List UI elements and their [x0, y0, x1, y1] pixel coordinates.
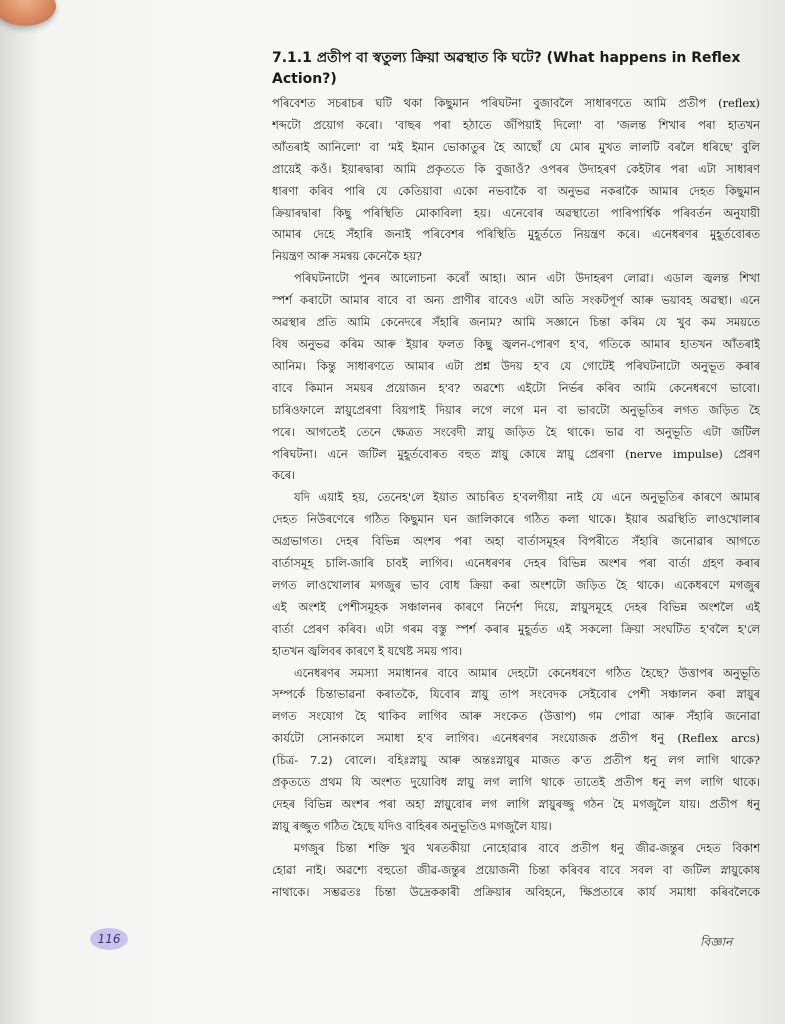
- thumb-photo-artifact: [0, 0, 56, 26]
- section-heading: 7.1.1 প্ৰতীপ বা স্বতুল্য ক্ৰিয়া অৱস্থাত কি ঘটে? (What happens in Reflex Action?): [272, 50, 741, 87]
- text-line: দেহৰ বিভিন্ন অংশৰ পৰা অহা স্নায়ুবোৰ লগ লাগি স্নায়ুৰজ্জু গঠন হৈ মগজুলৈ যায়। প্ৰতীপ ধনু: [272, 797, 760, 811]
- text-line: মগজুৰ চিন্তা শক্তি খুব খৰতকীয়া নোহোৱাৰ বাবে প্ৰতীপ ধনু জীৱ-জন্তুৰ দেহত বিকাশ: [294, 840, 760, 855]
- text-line: লগত লাওখোলাৰ মগজুৰ ভাব বোধ ক্ৰিয়া কৰা অংশটো জড়িত হৈ থাকে। একেধৰণে মগজুৰ: [272, 577, 760, 592]
- text-line: দেহত নিউৰণেৰে গঠিত কিছুমান ঘন জালিকাৰে গঠিত কলা থাকে। ইয়াৰ অৱস্থিতি লাওখোলাৰ: [272, 512, 760, 527]
- text-line: প্ৰায়েই কওঁ। ইয়াৰদ্বাৰা আমি প্ৰকৃততে কি বুজাওঁ? ওপৰৰ উদাহৰণ কেইটাৰ পৰা এটা সাধাৰণ: [272, 161, 760, 176]
- text-line: প্ৰকৃততে প্ৰথম যি অংশত দুয়োবিধ স্নায়ু লগ লাগি থাকে তাতেই প্ৰতীপ ধনু লগ লাগি থাকে।: [272, 775, 760, 790]
- paragraph-2: [272, 268, 760, 487]
- text-line: অৱস্থাৰ প্ৰতি আমি কেনেদৰে সঁহাৰি জনাম? আমি সজ্ঞানে চিন্তা কৰিম যে খুব কম সময়তে: [272, 315, 760, 330]
- text-line: স্নায়ু ৰজ্জুত গঠিত হৈছে যদিও বাহিৰৰ অনুভূতিও মগজুলৈ যায়।: [272, 818, 552, 833]
- text-line: কৰে।: [272, 468, 296, 483]
- text-line: বাৰ্তা প্ৰেৰণ কৰিব। এটা গৰম বস্তু স্পৰ্শ কৰাৰ মুহূৰ্তত এই সকলো ক্ৰিয়া সংঘটিত হ'বলৈ হ'লে: [272, 621, 760, 636]
- text-line: পৰিবেশত সচৰাচৰ ঘটি থকা কিছুমান পৰিঘটনা বুজাবলৈ সাধাৰণতে আমি প্ৰতীপ (reflex): [272, 96, 760, 110]
- text-line: (চিত্ৰ- 7.2) বোলে। বহিঃস্নায়ু আৰু অন্তঃস্নায়ুৰ মাজত ক'ত প্ৰতীপ ধনু লগ লাগি থাকে?: [272, 753, 760, 768]
- text-line: পৰে। আগতেই তেনে ক্ষেত্ৰত সংবেদী স্নায়ু জড়িত হৈ থাকে। ভাৱ বা অনুভূতি এটা জটিল: [272, 424, 760, 439]
- paragraph-3: [272, 487, 760, 662]
- paragraph-5: [272, 838, 760, 904]
- text-line: এই অংশই পেশীসমূহক সঞ্চালনৰ কাৰণে নিৰ্দেশ দিয়ে, স্নায়ুসমূহে দেহৰ বিভিন্ন অংশলৈ এই: [272, 599, 760, 614]
- text-line: বাবে কিমান সময়ৰ প্ৰয়োজন হ'ব? অৱশ্যে এইটো নিৰ্ভৰ কৰিব আমি কেনেধৰণে ভাবো।: [272, 380, 760, 395]
- text-line: পৰিঘটনা। এনে জটিল মুহূৰ্তবোৰত বহুত স্নায়ু কোষে স্নায়ু প্ৰেৰণা (nerve impulse) প্ৰেৰণ: [272, 446, 760, 461]
- text-line: ক্ৰিয়াৰদ্বাৰা কিছু পৰিস্থিতি মোকাবিলা হয়। এনেবোৰ অৱস্থাতো পাৰিপাৰ্শ্বিক পৰিবৰ্তন অনুযায়ী: [272, 205, 760, 220]
- page-number: 116: [90, 928, 128, 950]
- text-line: যদি এয়াই হয়, তেনেহ'লে ইয়াত আচৰিত হ'বলগীয়া নাই যে এনে অনুভূতিৰ কাৰণে আমাৰ: [294, 490, 760, 505]
- text-line: স্পৰ্শ কৰাটো আমাৰ বাবে বা অন্য প্ৰাণীৰ বাবেও এটা অতি সংকটপূৰ্ণ আৰু ভয়াবহ অৱস্থা। এনে: [272, 293, 760, 308]
- footer-subject: বিজ্ঞান: [700, 935, 733, 949]
- text-line: হোৱা নাই। অৱশ্যে বহুতো জীৱ-জন্তুৰ প্ৰয়োজনী চিন্তা কৰিবৰ বাবে সবল বা জটিল স্নায়ুকোষ: [272, 862, 760, 877]
- text-line: শব্দটো প্ৰয়োগ কৰো। 'বাছৰ পৰা হঠাতে জঁপিয়াই দিলো' বা 'জলন্ত শিখাৰ পৰা হাতখন: [272, 117, 760, 132]
- text-line: ধাৰণা কৰিব পাৰি যে কেতিয়াবা একো নভবাকৈ বা অনুভৱ নকৰাকৈ আমাৰ দেহত কিছুমান: [272, 183, 760, 198]
- text-line: সম্পৰ্কে চিন্তাভাৱনা কৰাতকৈ, যিবোৰ স্নায়ু তাপ সংবেদক সেইবোৰ পেশী সঞ্চালন কৰা স্নায়ুৰ: [272, 687, 760, 702]
- text-line: লগত সংযোগ হৈ থাকিব লাগিব আৰু সংকেত (উত্তাপ) গম পোৱা আৰু সঁহাৰি জনোৱা: [272, 709, 760, 724]
- text-line: আমাৰ দেহে সঁহাৰি জনাই পৰিবেশৰ পৰিস্থিতি মুহূৰ্ততে নিয়ন্ত্ৰণ কৰে। এনেধৰণৰ মুহূৰ্তবোৰত: [272, 227, 760, 242]
- text-line: কাৰ্যটো সোনকালে সমাধা হ'ব লাগিব। এনেধৰণৰ সংযোজক প্ৰতীপ ধনু (Reflex arcs): [272, 731, 760, 746]
- paragraph-1: [272, 93, 760, 268]
- text-line: চাৰিওফালে স্নায়ুপ্ৰেৰণা বিয়পাই দিয়াৰ লগে লগে মন বা ভাবটো অনুভূতিৰ লগত জড়িত হৈ: [272, 402, 760, 417]
- text-line: হাতখন জ্বলিবৰ কাৰণে ই যথেষ্ট সময় পাব।: [272, 643, 463, 658]
- text-line: এনেধৰণৰ সমস্যা সমাধানৰ বাবে আমাৰ দেহটো কেনেধৰণে গঠিত হৈছে? উত্তাপৰ অনুভূতি: [294, 665, 760, 680]
- text-line: বাৰ্তাসমূহ চালি-জাৰি চাবই লাগিব। এনেধৰণৰ দেহৰ বিভিন্ন অংশৰ পৰা বাৰ্তা গ্ৰহণ কৰাৰ: [272, 556, 760, 571]
- text-line: নিয়ন্ত্ৰণ আৰু সমন্বয় কেনেকৈ হয়?: [272, 249, 423, 264]
- text-line: পৰিঘটনাটো পুনৰ আলোচনা কৰোঁ আহা। আন এটা উদাহৰণ লোৱা। এডাল জ্বলন্ত শিখা: [294, 271, 760, 286]
- text-line: অগ্ৰভাগত। দেহৰ বিভিন্ন অংশৰ পৰা অহা বাৰ্তাসমূহৰ বিপৰীতে সঁহাৰি জনোৱাৰ আগতে: [272, 534, 760, 549]
- text-line: বিষ অনুভৱ কৰিম আৰু ইয়াৰ ফলত কিছু জ্বলন-পোৰণ হ'ব, গতিকে আমাৰ হাতখন আঁতৰাই: [272, 336, 760, 351]
- page-content: [272, 48, 760, 904]
- text-line: নাথাকে। সম্ভৱতঃ চিন্তা উদ্ৰেককাৰী প্ৰক্ৰিয়াৰ অবিহনে, ক্ষিপ্ৰতাৰে কাৰ্য সমাধা কৰিবলৈকে: [272, 884, 760, 899]
- paragraph-4: [272, 663, 760, 838]
- text-line: আঁতৰাই আনিলো' বা 'মই ইমান ভোকাতুৰ হৈ আছোঁ যে মোৰ মুখত লালটি বৰলৈ ধৰিছে' বুলি: [272, 139, 760, 154]
- text-line: আনিম। কিন্তু সাধাৰণতে আমাৰ এটা প্ৰশ্ন উদয় হ'ব যে গোটেই পৰিঘটনাটো অনুভূত কৰাৰ: [272, 358, 760, 373]
